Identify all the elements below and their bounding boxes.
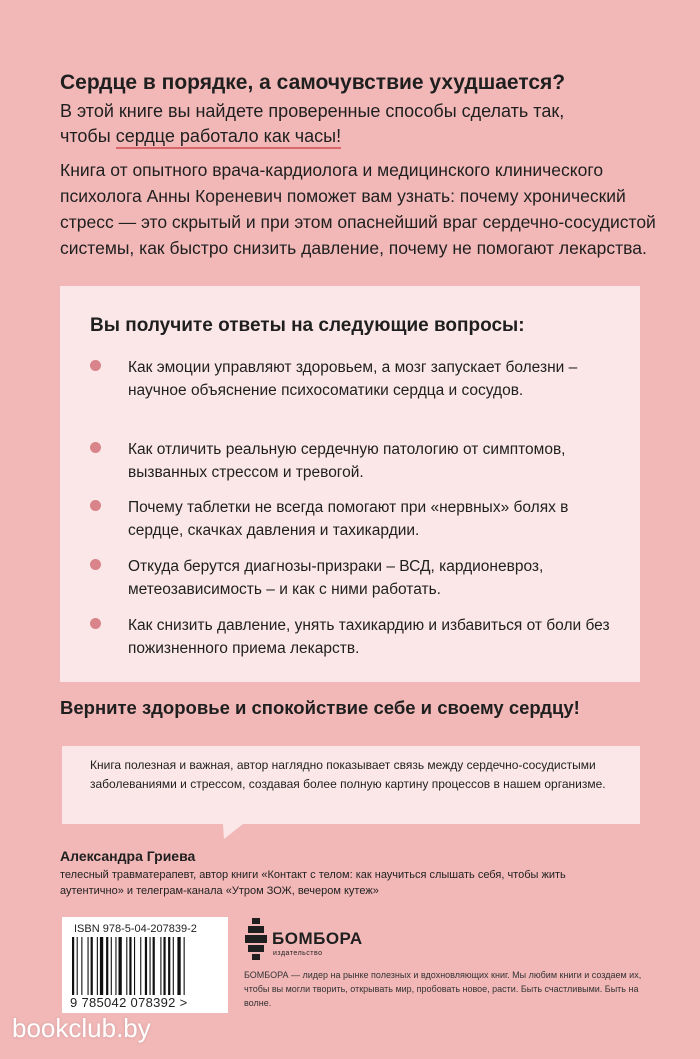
call-to-action: Верните здоровье и спокойствие себе и своему сердцу!	[60, 697, 580, 718]
publisher-description: БОМБОРА — лидер на рынке полезных и вдохновляющих книг. Мы любим книги и создаем их, чтобы вы могли творить, открывать мир, пробовать новое, расти. Быть счастливыми. Быть на волне.	[244, 970, 642, 1008]
bullet-icon	[90, 442, 101, 453]
review-quote: Книга полезная и важная, автор наглядно показывает связь между сердечно-сосудистыми заболеваниями и стрессом, создавая более полную картину процессов в нашем организме.	[90, 758, 606, 791]
bullet-icon	[90, 559, 101, 570]
question-text: Почему таблетки не всегда помогают при «нервных» болях в сердце, скачках давления и тахикардии.	[128, 499, 569, 539]
barcode-number: 9 785042 078392 >	[70, 995, 188, 1010]
isbn: ISBN 978-5-04-207839-2	[74, 923, 197, 935]
question-text: Как отличить реальную сердечную патологию от симптомов, вызванных стрессом и тревогой.	[128, 441, 566, 481]
barcode-icon	[72, 937, 218, 995]
question-text: Как эмоции управляют здоровьем, а мозг запускает болезни – научное объяснение психосоматики сердца и сосудов.	[128, 359, 578, 399]
intro-text	[60, 99, 660, 149]
headline: Сердце в порядке, а самочувствие ухудшается?	[60, 71, 566, 94]
publisher-name: БОМБОРА	[272, 929, 363, 948]
review-author-description: телесный травматерапевт, автор книги «Контакт с телом: как научиться слышать себя, чтобы жить аутентично» и телеграм-канала «Утром ЗОЖ, вечером кутеж»	[60, 869, 566, 897]
intro-highlight: сердце работало как часы!	[116, 126, 341, 149]
publisher-subtitle: издательство	[273, 950, 323, 957]
review-quote-box	[62, 746, 640, 824]
speech-bubble-tail-icon	[223, 824, 243, 840]
bombora-logo-icon	[244, 916, 268, 962]
intro-line-1: В этой книге вы найдете проверенные способы сделать так,	[60, 101, 565, 121]
intro-line-2-prefix: чтобы	[60, 126, 116, 146]
question-item	[90, 496, 620, 542]
question-item	[90, 438, 620, 484]
review-author: Александра Гриева	[60, 848, 196, 864]
questions-panel	[60, 286, 640, 682]
bullet-icon	[90, 500, 101, 511]
question-item	[90, 555, 620, 601]
barcode-panel	[62, 917, 228, 1013]
question-text: Откуда берутся диагнозы-призраки – ВСД, кардионевроз, метеозависимость – и как с ними работать.	[128, 558, 544, 598]
question-item	[90, 614, 620, 660]
bullet-icon	[90, 360, 101, 371]
watermark: bookclub.by	[12, 1013, 151, 1043]
bullet-icon	[90, 618, 101, 629]
question-text: Как снизить давление, унять тахикардию и избавиться от боли без пожизненного приема лекарств.	[128, 617, 610, 657]
book-description: Книга от опытного врача-кардиолога и медицинского клинического психолога Анны Кореневич поможет вам узнать: почему хронический стресс — это скрытый и при этом опаснейший враг сердечно-сосудистой системы, как быстро снизить давление, почему не помогают лекарства.	[60, 160, 656, 258]
question-item	[90, 356, 620, 402]
questions-title: Вы получите ответы на следующие вопросы:	[90, 315, 525, 336]
